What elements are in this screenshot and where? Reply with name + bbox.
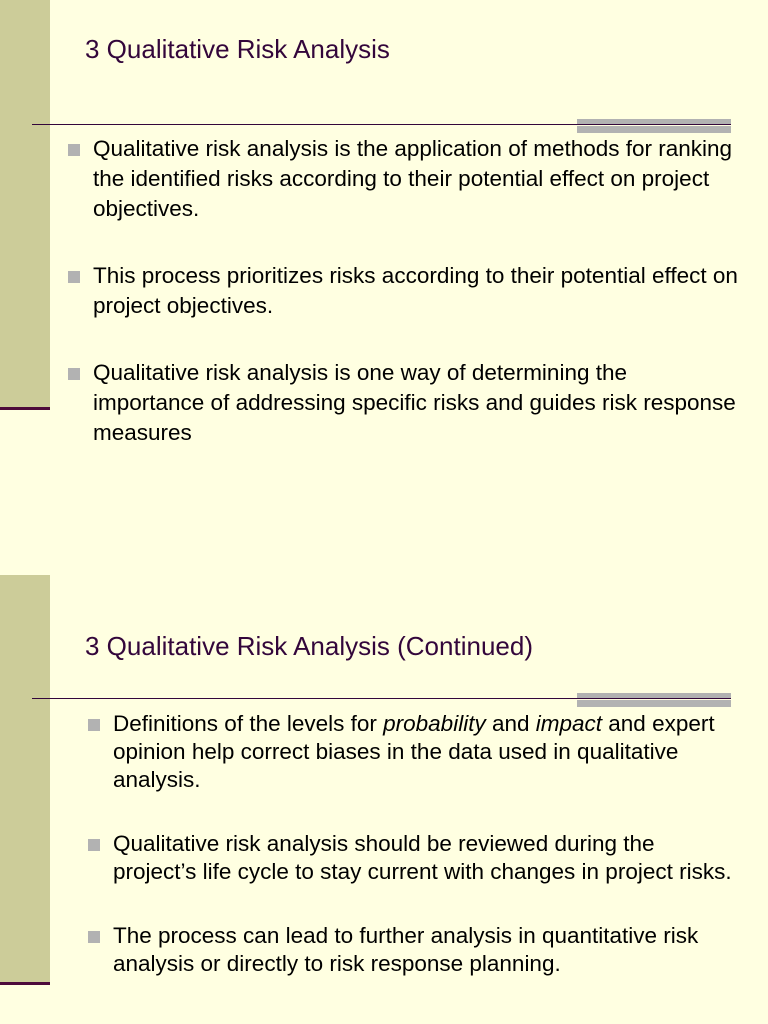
- bullet-text: Definitions of the levels for probability and impact and expert opinion help correct biases in the data used in qualitative analysis.: [113, 711, 715, 792]
- left-accent-tick: [0, 982, 50, 985]
- bullet-item: [88, 710, 738, 794]
- bullet-item: [88, 922, 738, 978]
- left-accent-bar: [0, 575, 50, 985]
- slide-title: 3 Qualitative Risk Analysis: [85, 34, 390, 64]
- emphasis-impact: impact: [535, 711, 603, 736]
- square-bullet-icon: [88, 719, 100, 731]
- square-bullet-icon: [68, 368, 80, 380]
- square-bullet-icon: [68, 271, 80, 283]
- slide-title: 3 Qualitative Risk Analysis (Continued): [85, 631, 533, 661]
- left-accent-bar: [0, 0, 50, 410]
- square-bullet-icon: [88, 931, 100, 943]
- bullet-text: This process prioritizes risks according to their potential effect on project objectives.: [93, 263, 738, 318]
- square-bullet-icon: [88, 839, 100, 851]
- left-accent-tick: [0, 407, 50, 410]
- bullet-text: Qualitative risk analysis is the application of methods for ranking the identified risks according to their potential effect on project objectives.: [93, 136, 733, 221]
- emphasis-probability: probability: [383, 711, 486, 736]
- slide-2: [0, 575, 768, 1024]
- square-bullet-icon: [68, 144, 80, 156]
- bullet-list: [68, 134, 738, 448]
- bullet-item: [68, 358, 738, 448]
- title-accent-bars: [577, 693, 731, 707]
- bullet-text: Qualitative risk analysis is one way of determining the importance of addressing specific risks and guides risk response measures: [93, 360, 736, 445]
- bullet-item: [88, 830, 738, 886]
- bullet-text: The process can lead to further analysis in quantitative risk analysis or directly to risk response planning.: [113, 923, 699, 976]
- bullet-list: [88, 710, 738, 978]
- bullet-text: Qualitative risk analysis should be reviewed during the project’s life cycle to stay current with changes in project risks.: [113, 831, 732, 884]
- bullet-item: [68, 261, 738, 321]
- title-accent-bars: [577, 119, 731, 133]
- bullet-item: [68, 134, 738, 224]
